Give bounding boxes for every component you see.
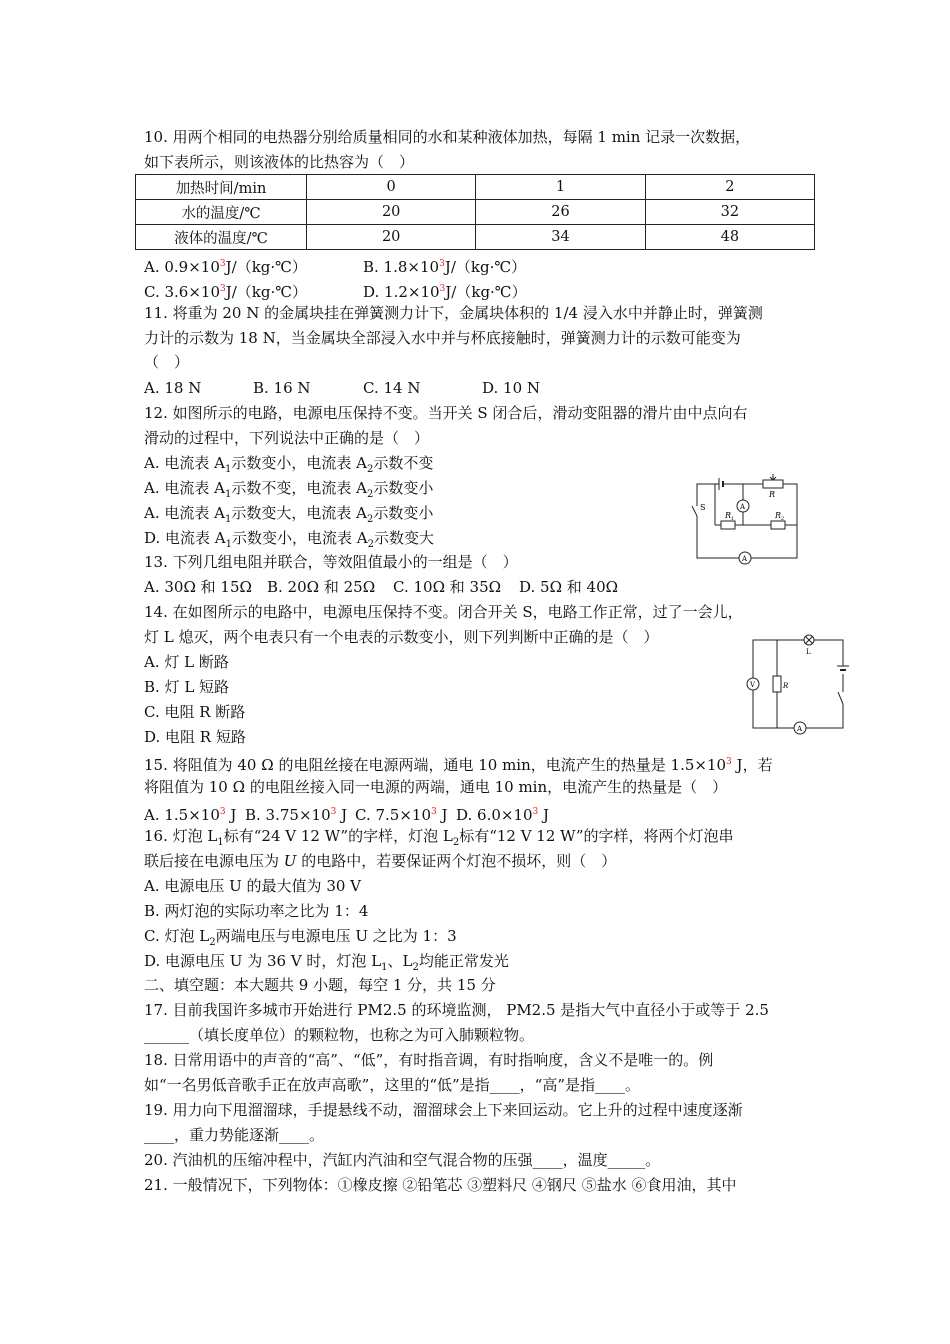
q11-stem-line-1: 11. 将重为 20 N 的金属块挂在弹簧测力计下，金属块体积的 1/4 浸入水中并静止时，弹簧测 — [144, 304, 763, 322]
table-cell: 32 — [645, 200, 814, 225]
table-row — [136, 175, 815, 200]
table-cell: 水的温度/℃ — [136, 200, 307, 225]
q15-stem-line-1: 15. 将阻值为 40 Ω 的电阻丝接在电源两端，通电 10 min，电流产生的热量是 $1.5\times 10^3$ J，若 — [144, 756, 773, 774]
table-cell: 加热时间/min — [136, 175, 307, 200]
table-cell: 液体的温度/℃ — [136, 225, 307, 250]
q11-stem-line-2: 力计的示数为 18 N，当金属块全部浸入水中并与杯底接触时，弹簧测力计的示数可能变为 — [144, 329, 741, 347]
q12-fig-r1-label: $R_1$ — [725, 511, 735, 522]
q14-option-b: B. 灯 L 短路 — [144, 678, 230, 696]
q12-option-c: A. 电流表 $A_1$示数变大，电流表 $A_2$示数变小 — [144, 504, 434, 525]
q12-fig-switch-label: S — [700, 503, 706, 512]
table-cell: 20 — [307, 200, 476, 225]
q15-option-d: D. $6.0\times 10^3$ J — [456, 806, 550, 824]
q17-line-1: 17. 目前我国许多城市开始进行 PM2.5 的环境监测， PM2.5 是指大气中直径小于或等于 2.5 — [144, 1001, 769, 1019]
q12-fig-ammeter-1: A — [740, 503, 746, 511]
table-cell: 48 — [645, 225, 814, 250]
q14-fig-lamp-label: L — [806, 648, 811, 656]
table-cell: 20 — [307, 225, 476, 250]
q17-line-2: ______（填长度单位）的颗粒物，也称之为可入肺颗粒物。 — [144, 1026, 535, 1044]
q15-option-b: B. $3.75\times 10^3$ J — [245, 806, 348, 824]
q14-fig-ammeter-label: A — [797, 725, 803, 733]
q10-stem-line-1: 10. 用两个相同的电热器分别给质量相同的水和某种液体加热，每隔 1 min 记录一次数据， — [144, 128, 751, 146]
q14-option-a: A. 灯 L 断路 — [144, 653, 229, 671]
q10-option-b: B. $1.8\times 10^3J/(kg\cdot℃)$ — [363, 258, 527, 276]
table-cell: 2 — [645, 175, 814, 200]
q14-fig-voltmeter-label: V — [750, 681, 756, 689]
q12-fig-r2-label: $R_2$ — [775, 511, 785, 522]
table-cell: 1 — [476, 175, 645, 200]
q10-option-c: C. $3.6\times 10^3J/(kg\cdot℃)$ — [144, 283, 308, 301]
q12-circuit-diagram — [685, 470, 805, 570]
q10-option-a: A. $0.9\times 10^3J/(kg\cdot℃)$ — [144, 258, 307, 276]
q16-option-b: B. 两灯泡的实际功率之比为 1：4 — [144, 902, 369, 920]
q16-stem-line-1: 16. 灯泡 $L_1$标有“24 V 12 W”的字样，灯泡 $L_2$标有“12 V 12 W”的字样，将两个灯泡串 — [144, 827, 734, 848]
q11-stem-line-3: （ ） — [144, 353, 190, 371]
q19-line-2: ____，重力势能逐渐____。 — [144, 1126, 325, 1144]
q11-option-b: B. 16 N — [253, 379, 311, 397]
q16-option-d: D. 电源电压 U 为 36 V 时，灯泡 $L_1$、$L_2$均能正常发光 — [144, 952, 509, 973]
q13-option-c: C. 10Ω 和 35Ω — [393, 578, 502, 596]
q13-option-b: B. 20Ω 和 25Ω — [267, 578, 376, 596]
q15-option-c: C. $7.5\times 10^3$ J — [355, 806, 448, 824]
q20-line: 20. 汽油机的压缩冲程中，汽缸内汽油和空气混合物的压强____，温度_____。 — [144, 1151, 661, 1169]
q16-option-a: A. 电源电压 U 的最大值为 30 V — [144, 877, 362, 895]
q15-option-a: A. $1.5\times 10^3$ J — [144, 806, 237, 824]
q14-stem-line-1: 14. 在如图所示的电路中，电源电压保持不变。闭合开关 S，电路工作正常，过了一会儿， — [144, 603, 743, 621]
q12-option-d: D. 电流表 $A_1$示数变小，电流表 $A_2$示数变大 — [144, 529, 435, 550]
table-row — [136, 225, 815, 250]
q14-stem-line-2: 灯 L 熄灭，两个电表只有一个电表的示数变小，则下列判断中正确的是（ ） — [144, 628, 659, 646]
q13-option-a: A. 30Ω 和 15Ω — [144, 578, 252, 596]
q13-stem: 13. 下列几组电阻并联合，等效阻值最小的一组是（ ） — [144, 553, 518, 571]
q10-data-table — [135, 174, 815, 250]
table-row — [136, 200, 815, 225]
q11-option-d: D. 10 N — [482, 379, 541, 397]
q12-stem-line-1: 12. 如图所示的电路，电源电压保持不变。当开关 S 闭合后，滑动变阻器的滑片由中点向右 — [144, 404, 748, 422]
q21-line: 21. 一般情况下，下列物体：①橡皮擦 ②铅笔芯 ③塑料尺 ④钢尺 ⑤盐水 ⑥食用油，其中 — [144, 1176, 737, 1194]
table-cell: 34 — [476, 225, 645, 250]
q12-fig-ammeter-2: A — [742, 555, 748, 563]
q11-option-a: A. 18 N — [144, 379, 202, 397]
q16-option-c: C. 灯泡 $L_2$两端电压与电源电压 U 之比为 1：3 — [144, 927, 457, 948]
q16-stem-line-2: 联后接在电源电压为 U 的电路中，若要保证两个灯泡不损坏，则（ ） — [144, 852, 617, 870]
q14-option-d: D. 电阻 R 短路 — [144, 728, 246, 746]
q12-fig-r-label: R — [769, 490, 776, 499]
q15-stem-line-2: 将阻值为 10 Ω 的电阻丝接入同一电源的两端，通电 10 min，电流产生的热量是（ ） — [144, 778, 728, 796]
q10-option-d: D. $1.2\times 10^3J/(kg\cdot℃)$ — [363, 283, 527, 301]
table-cell: 26 — [476, 200, 645, 225]
q13-option-d: D. 5Ω 和 40Ω — [519, 578, 619, 596]
q14-circuit-diagram — [745, 630, 855, 735]
q14-option-c: C. 电阻 R 断路 — [144, 703, 246, 721]
q12-option-a: A. 电流表 $A_1$示数变小，电流表 $A_2$示数不变 — [144, 454, 434, 475]
section-2-heading: 二、填空题：本大题共 9 小题，每空 1 分，共 15 分 — [144, 976, 496, 994]
q19-line-1: 19. 用力向下甩溜溜球，手提悬线不动，溜溜球会上下来回运动。它上升的过程中速度逐渐 — [144, 1101, 743, 1119]
table-cell: 0 — [307, 175, 476, 200]
q10-stem-line-2: 如下表所示，则该液体的比热容为（ ） — [144, 153, 415, 171]
q18-line-2: 如“一名男低音歌手正在放声高歌”，这里的“低”是指____，“高”是指____。 — [144, 1076, 641, 1094]
q11-option-c: C. 14 N — [363, 379, 421, 397]
q12-stem-line-2: 滑动的过程中，下列说法中正确的是（ ） — [144, 429, 430, 447]
q12-option-b: A. 电流表 $A_1$示数不变，电流表 $A_2$示数变小 — [144, 479, 434, 500]
q18-line-1: 18. 日常用语中的声音的“高”、“低”，有时指音调，有时指响度，含义不是唯一的。例 — [144, 1051, 714, 1069]
q14-fig-resistor-label: R — [783, 682, 789, 690]
